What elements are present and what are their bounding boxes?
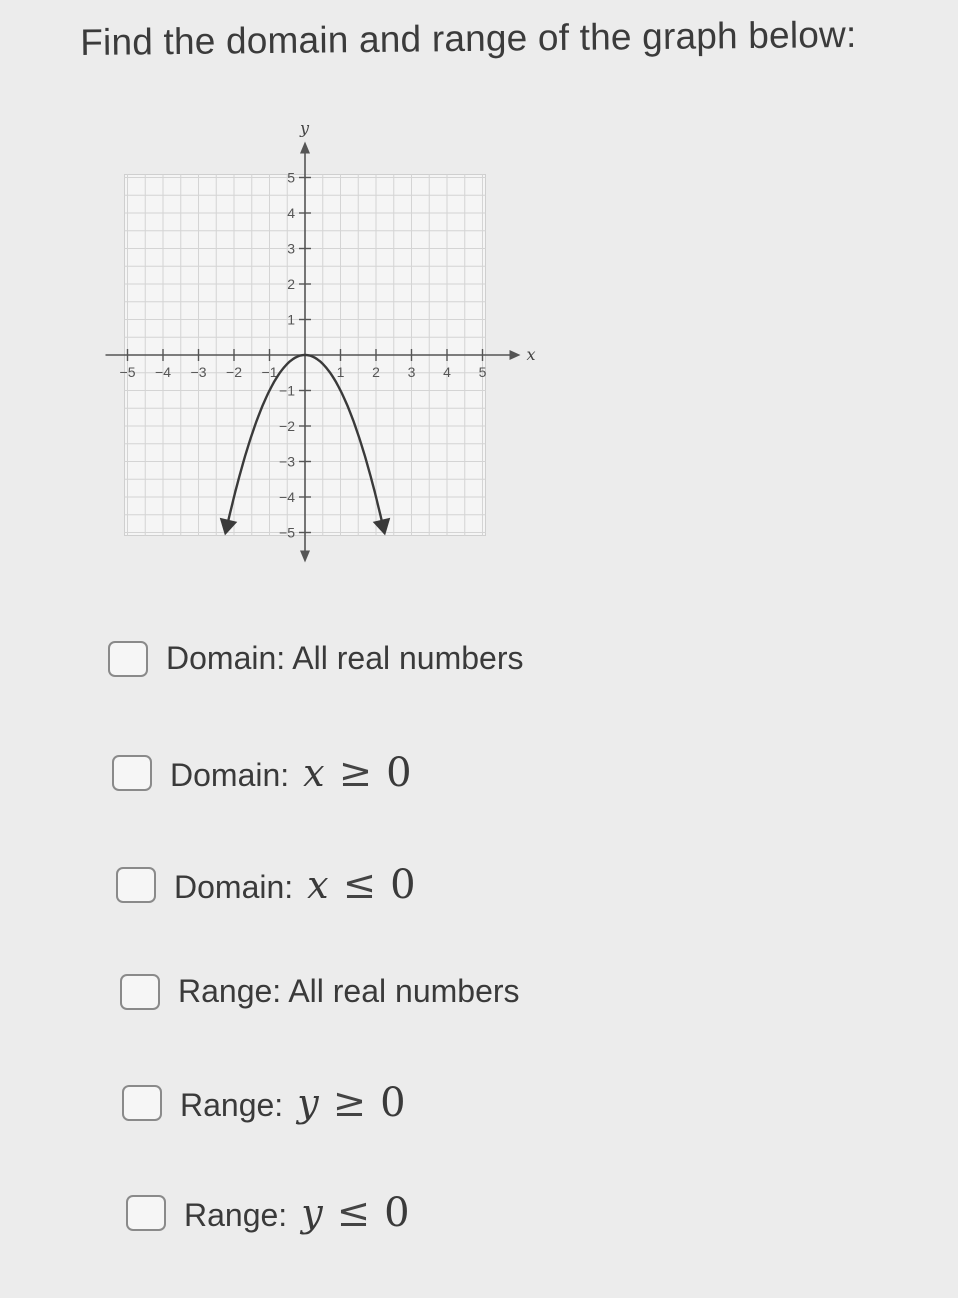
math-variable: y (297, 1081, 319, 1125)
option-label (184, 1190, 410, 1236)
y-tick-label: −3 (279, 453, 295, 470)
math-number: 0 (384, 1190, 410, 1236)
y-tick-label: 1 (287, 311, 295, 328)
x-tick-label: 5 (478, 364, 487, 380)
y-axis-arrow-up-icon (300, 142, 310, 154)
y-tick-label: −1 (279, 382, 295, 399)
y-axis-label: y (300, 118, 310, 138)
y-tick-label: 3 (287, 240, 295, 257)
math-variable: x (303, 751, 325, 795)
option-text: Range: All real numbers (178, 973, 520, 1009)
math-number: 0 (380, 1080, 406, 1126)
x-tick-label: 3 (407, 364, 416, 380)
math-relation: ≤ (342, 862, 377, 908)
option-range-y-geq-0[interactable] (122, 1080, 406, 1126)
option-range-y-leq-0[interactable] (126, 1190, 410, 1236)
x-tick-label: −3 (190, 364, 207, 380)
option-domain-x-geq-0[interactable] (112, 750, 412, 796)
option-label (166, 640, 523, 677)
question-text: Find the domain and range of the graph below: (80, 13, 857, 63)
x-tick-label: −5 (119, 364, 136, 380)
parabola-graph (100, 110, 540, 570)
math-relation: ≤ (336, 1190, 371, 1236)
option-label (170, 750, 412, 796)
option-domain-all-real[interactable] (108, 640, 523, 677)
y-tick-label: −2 (279, 418, 295, 434)
y-tick-label: 2 (287, 276, 295, 292)
checkbox[interactable] (122, 1085, 162, 1121)
y-tick-label: 5 (287, 169, 295, 186)
checkbox[interactable] (108, 641, 148, 677)
x-tick-label: −1 (261, 364, 278, 380)
math-variable: x (307, 863, 329, 907)
option-text: Domain: (170, 757, 290, 793)
x-axis-arrow-icon (510, 350, 521, 360)
y-axis-arrow-down-icon (300, 551, 310, 563)
x-tick-label: 2 (372, 364, 380, 380)
checkbox[interactable] (112, 755, 152, 791)
x-tick-label: −4 (155, 364, 171, 380)
y-tick-label: −5 (279, 524, 295, 541)
y-tick-label: 4 (287, 205, 295, 221)
x-tick-label: 4 (443, 364, 451, 380)
checkbox[interactable] (126, 1195, 166, 1231)
x-tick-label: 1 (336, 364, 345, 380)
math-number: 0 (390, 862, 416, 908)
y-tick-label: −4 (279, 489, 295, 505)
math-relation: ≥ (332, 1080, 367, 1126)
option-label (178, 973, 520, 1010)
option-text: Domain: (174, 869, 294, 905)
graph-canvas (100, 110, 540, 570)
x-axis-label: x (526, 345, 536, 364)
checkbox[interactable] (116, 867, 156, 903)
x-tick-label: −2 (226, 364, 242, 380)
math-number: 0 (386, 750, 412, 796)
option-domain-x-leq-0[interactable] (116, 862, 416, 908)
math-relation: ≥ (338, 750, 373, 796)
checkbox[interactable] (120, 974, 160, 1010)
option-label (180, 1080, 406, 1126)
option-range-all-real[interactable] (120, 973, 520, 1010)
option-label (174, 862, 416, 908)
option-text: Domain: All real numbers (166, 640, 524, 676)
option-text: Range: (180, 1087, 284, 1123)
math-variable: y (301, 1191, 323, 1235)
option-text: Range: (184, 1197, 288, 1233)
